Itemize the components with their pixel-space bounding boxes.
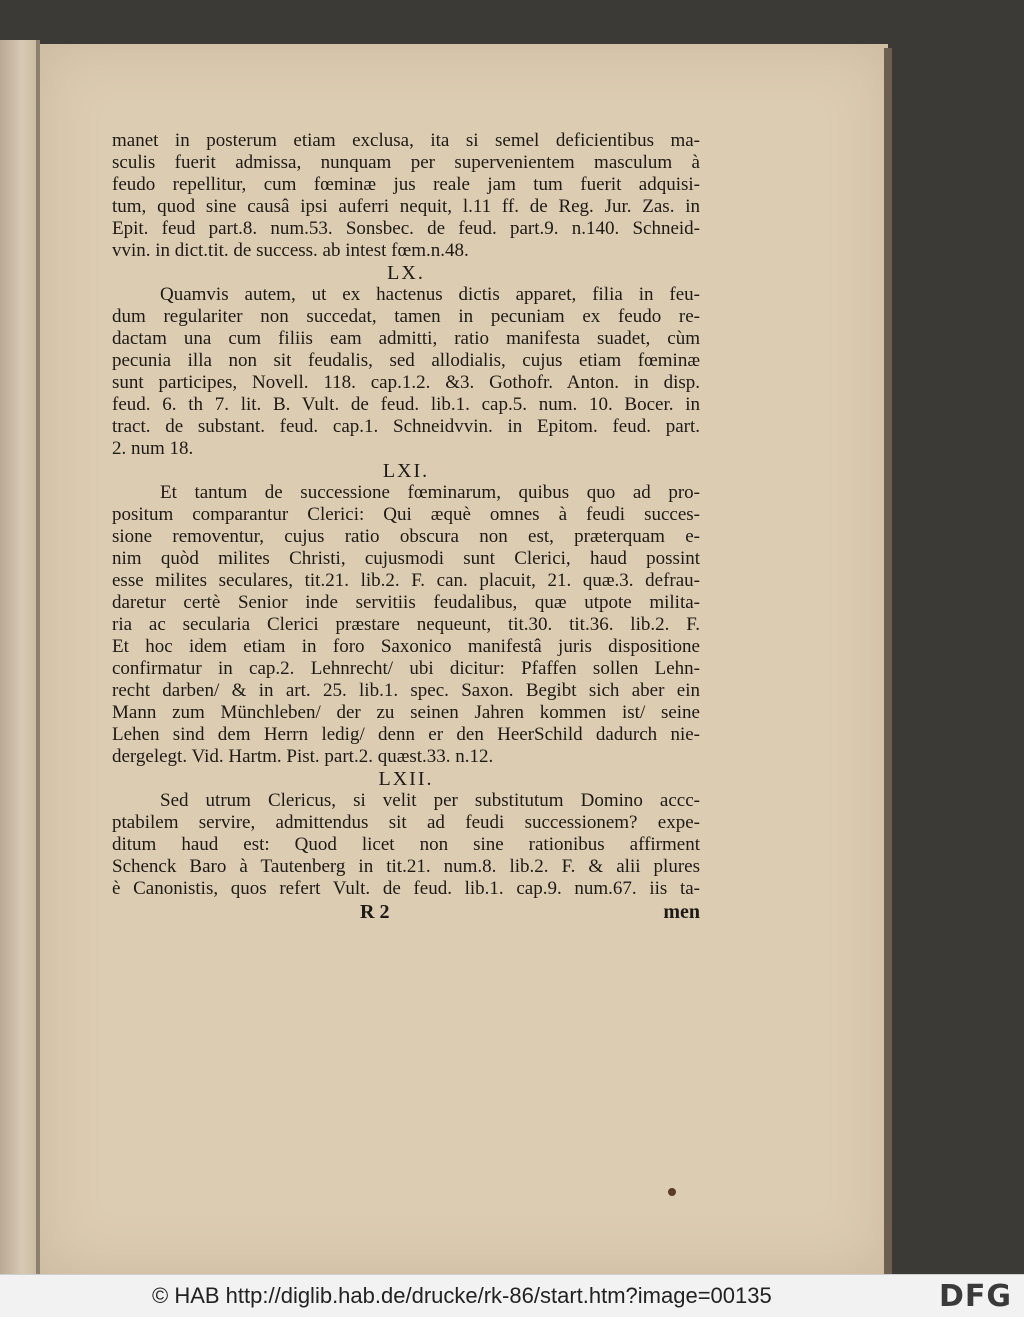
text-line: Sed utrum Clericus, si velit per substitutum Domino accc- [160,790,700,811]
text-line: dactam una cum filiis eam admitti, ratio manifesta suadet, cùm [112,328,700,349]
text-line: Lehen sind dem Herrn ledig/ denn er den HeerSchild dadurch nie- [112,724,700,745]
text-line: dum regulariter non succedat, tamen in pecuniam ex feudo re- [112,306,700,327]
text-line: Schenck Baro à Tautenberg in tit.21. num.8. lib.2. F. & alii plures [112,856,700,877]
text-line: tract. de substant. feud. cap.1. Schneidvvin. in Epitom. feud. part. [112,416,700,437]
section-heading-lx: LX. [387,262,425,284]
text-line: feudo repellitur, cum fœminæ jus reale jam tum fuerit adquisi- [112,174,700,195]
footer-bar [0,1274,1024,1317]
signature-line [112,900,700,924]
text-line: Et hoc idem etiam in foro Saxonico manifestâ juris dispositione [112,636,700,657]
dfg-logo: DFG [938,1278,1012,1314]
paragraph-lxii [112,790,700,900]
text-line: positum comparantur Clerici: Qui æquè omnes à feudi succes- [112,504,700,525]
text-line: sunt participes, Novell. 118. cap.1.2. &3. Gothofr. Anton. in disp. [112,372,700,393]
paragraph-lx [112,284,700,460]
text-line: feud. 6. th 7. lit. B. Vult. de feud. lib.1. cap.5. num. 10. Bocer. in [112,394,700,415]
section-heading-lxi: LXI. [382,460,430,482]
text-line: Et tantum de successione fœminarum, quibus quo ad pro- [160,482,700,503]
text-line: ptabilem servire, admittendus sit ad feudi successionem? expe- [112,812,700,833]
previous-page-edge [0,40,40,1274]
signature-mark: R 2 [360,901,390,923]
copyright-link[interactable]: © HAB http://diglib.hab.de/drucke/rk-86/start.htm?image=00135 [152,1283,772,1308]
text-line: Epit. feud part.8. num.53. Sonsbec. de feud. part.9. n.140. Schneid- [112,218,700,239]
text-line: ria ac secularia Clerici præstare nequeunt, tit.30. tit.36. lib.2. F. [112,614,700,635]
text-line: è Canonistis, quos refert Vult. de feud. lib.1. cap.9. num.67. iis ta- [112,878,700,899]
text-line: ditum haud est: Quod licet non sine rationibus affirment [112,834,700,855]
text-line: Quamvis autem, ut ex hactenus dictis apparet, filia in feu- [160,284,700,305]
paragraph-lxi [112,482,700,768]
catchword: men [663,901,700,923]
paragraph-continuation [112,130,700,262]
text-line: confirmatur in cap.2. Lehnrecht/ ubi dicitur: Pfaffen sollen Lehn- [112,658,700,679]
text-line: manet in posterum etiam exclusa, ita si semel deficientibus ma- [112,130,700,151]
page-text [112,130,700,924]
text-line: dergelegt. Vid. Hartm. Pist. part.2. quæst.33. n.12. [112,746,494,767]
text-line: recht darben/ & in art. 25. lib.1. spec. Saxon. Begibt sich aber ein [112,680,700,701]
text-line: tum, quod sine causâ ipsi auferri nequit, l.11 ff. de Reg. Jur. Zas. in [112,196,700,217]
text-line: sculis fuerit admissa, nunquam per supervenientem masculum à [112,152,700,173]
page-fore-edge [884,48,892,1274]
text-line: daretur certè Senior inde servitiis feudalibus, quæ utpote milita- [112,592,700,613]
text-line: nim quòd milites Christi, cujusmodi sunt Clerici, haud possint [112,548,700,569]
text-line: sione removentur, cujus ratio obscura non est, præterquam e- [112,526,700,547]
text-line: esse milites seculares, tit.21. lib.2. F. can. placuit, 21. quæ.3. defrau- [112,570,700,591]
text-line: pecunia illa non sit feudalis, sed allodialis, cujus etiam fœminæ [112,350,700,371]
text-line: vvin. in dict.tit. de success. ab intest fœm.n.48. [112,240,469,261]
text-line: 2. num 18. [112,438,194,459]
text-line: Mann zum Münchleben/ der zu seinen Jahren kommen ist/ seine [112,702,700,723]
ink-blot [668,1188,676,1196]
section-heading-lxii: LXII. [378,768,434,790]
